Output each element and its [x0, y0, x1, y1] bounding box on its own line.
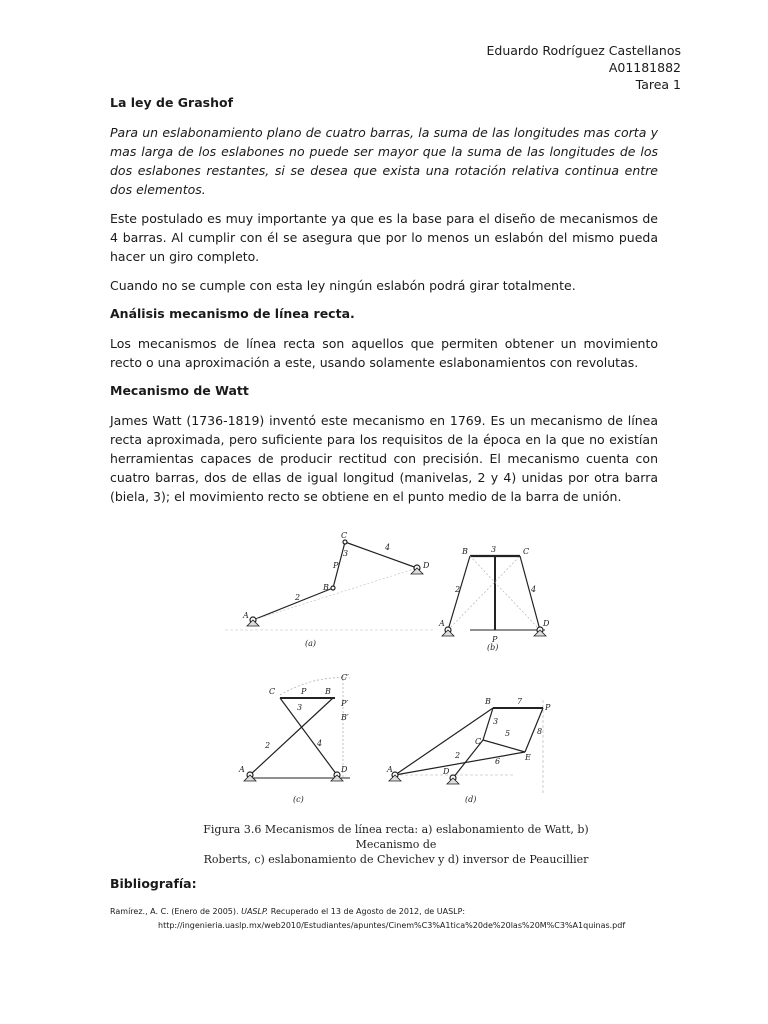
svg-text:2: 2 — [455, 585, 461, 594]
svg-text:D: D — [423, 561, 430, 570]
svg-text:C′: C′ — [341, 673, 349, 682]
svg-text:C: C — [523, 547, 530, 556]
caption-line-2: Roberts, c) eslabonamiento de Chevichev y d) inversor de Peaucillier — [203, 853, 589, 866]
svg-text:B′: B′ — [341, 713, 349, 722]
grashof-quote: Para un eslabonamiento plano de cuatro barras, la suma de las longitudes mas corta y mas larga de los eslabones no puede ser mayor que la suma de las longitudes de los dos eslabones restantes, si se desea que exista una rotación relativa continua entre dos elementos. — [110, 125, 658, 197]
svg-text:4: 4 — [317, 739, 323, 748]
diagram-chebyshev — [238, 673, 350, 804]
grashof-paragraph-1: Este postulado es muy importante ya que es la base para el diseño de mecanismos de 4 barras. Al cumplir con él se asegura que por lo menos un eslabón del mismo pueda hacer un giro completo. — [110, 211, 658, 264]
sub-label-b: (b) — [487, 643, 499, 652]
svg-text:C: C — [269, 687, 276, 696]
svg-text:C: C — [475, 737, 482, 746]
svg-text:7: 7 — [517, 697, 523, 706]
watt-heading: Mecanismo de Watt — [110, 383, 249, 398]
svg-text:4: 4 — [385, 543, 391, 552]
svg-text:3: 3 — [491, 545, 497, 554]
svg-text:3: 3 — [297, 703, 303, 712]
student-id: A01181882 — [608, 60, 681, 75]
svg-text:A: A — [439, 619, 445, 628]
svg-text:P: P — [301, 687, 307, 696]
svg-text:8: 8 — [537, 727, 543, 736]
document-header — [487, 42, 681, 93]
figure-caption — [186, 822, 606, 867]
svg-text:5: 5 — [505, 729, 511, 738]
straight-line-paragraph: Los mecanismos de línea recta son aquellos que permiten obtener un movimiento recto o una aproximación a este, usando solamente eslabonamientos con revolutas. — [110, 336, 658, 370]
ref-url-link[interactable]: http://ingenieria.uaslp.mx/web2010/Estudiantes/apuntes/Cinem%C3%A1tica%20de%20las%20M%C3%A1quinas.pdf — [158, 921, 626, 930]
assignment-label: Tarea 1 — [635, 77, 681, 92]
svg-text:B: B — [325, 687, 331, 696]
svg-text:3: 3 — [493, 717, 499, 726]
svg-text:6: 6 — [495, 757, 501, 766]
caption-line-1: Figura 3.6 Mecanismos de línea recta: a) eslabonamiento de Watt, b) Mecanismo de — [203, 823, 589, 851]
mechanisms-figure — [225, 520, 610, 860]
diagram-watt — [225, 531, 435, 648]
svg-text:P: P — [492, 635, 498, 644]
svg-text:A: A — [243, 611, 249, 620]
svg-text:2: 2 — [265, 741, 271, 750]
diagram-peaucellier — [386, 697, 551, 804]
bibliography-heading: Bibliografía: — [110, 876, 197, 891]
author-name: Eduardo Rodríguez Castellanos — [486, 43, 681, 58]
svg-text:D: D — [543, 619, 550, 628]
grashof-heading: La ley de Grashof — [110, 95, 234, 110]
ref-rest: Recuperado el 13 de Agosto de 2012, de UASLP: — [268, 907, 466, 916]
document-body — [110, 94, 658, 516]
svg-text:D: D — [443, 767, 450, 776]
svg-text:B: B — [323, 583, 329, 592]
svg-text:B: B — [485, 697, 491, 706]
watt-paragraph: James Watt (1736-1819) inventó este mecanismo en 1769. Es un mecanismo de línea recta aproximada, pero suficiente para los requisitos de la época en la que no existían herramientas capaces de producir rectitud con precisión. El mecanismo cuenta con cuatro barras, dos de ellas de igual longitud (manivelas, 2 y 4) unidas por otra barra (biela, 3); el movimiento recto se obtiene en el punto medio de la barra de unión. — [110, 413, 658, 504]
ref-author: Ramírez., A. C. (Enero de 2005). — [110, 907, 242, 916]
svg-text:A: A — [239, 765, 245, 774]
svg-text:3: 3 — [343, 549, 349, 558]
svg-text:A: A — [387, 765, 393, 774]
sub-label-d: (d) — [465, 795, 477, 804]
ref-source: UASLP. — [241, 907, 269, 916]
svg-text:C: C — [341, 531, 348, 540]
svg-text:P′: P′ — [341, 699, 349, 708]
grashof-paragraph-2: Cuando no se cumple con esta ley ningún eslabón podrá girar totalmente. — [110, 278, 576, 293]
svg-text:P: P — [545, 703, 551, 712]
sub-label-a: (a) — [305, 639, 317, 648]
bibliography-entry — [110, 905, 670, 933]
svg-text:4: 4 — [531, 585, 537, 594]
svg-text:B: B — [462, 547, 468, 556]
svg-text:D: D — [341, 765, 348, 774]
svg-text:2: 2 — [295, 593, 301, 602]
svg-text:2: 2 — [455, 751, 461, 760]
sub-label-c: (c) — [293, 795, 304, 804]
straight-line-heading: Análisis mecanismo de línea recta. — [110, 306, 355, 321]
svg-text:E: E — [525, 753, 531, 762]
svg-text:P: P — [333, 561, 339, 570]
diagram-roberts — [438, 545, 550, 652]
